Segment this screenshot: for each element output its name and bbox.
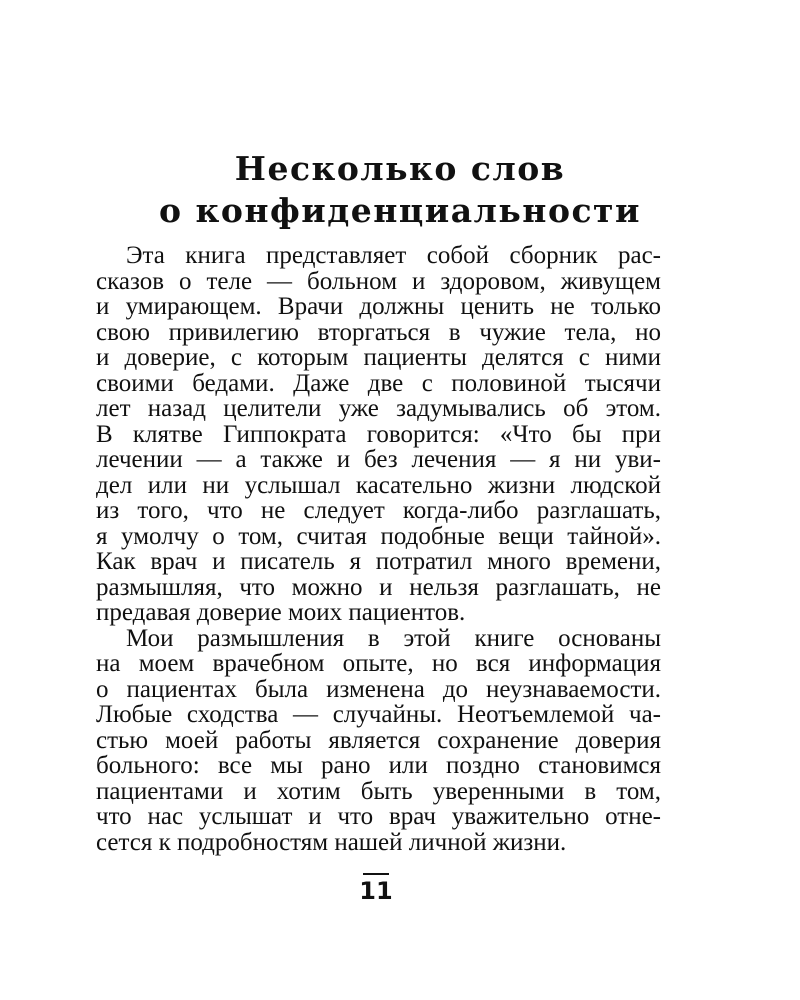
paragraph-1-line: свою привилегию вторгаться в чужие тела, но: [96, 318, 661, 346]
chapter-title-line-1: Несколько слов: [234, 149, 566, 188]
paragraph-1-line: лечении — а также и без лечения — я ни уви-: [96, 446, 661, 473]
page-number: 11: [359, 877, 393, 905]
paragraph-1-line: и доверие, с которым пациенты делятся с ними: [96, 344, 661, 371]
chapter-title: [0, 148, 800, 232]
paragraph-1-line: предавая доверие моих пациентов.: [96, 599, 466, 626]
paragraph-2-line: что нас услышат и что врач уважительно отне-: [96, 803, 661, 830]
paragraph-1-line: лет назад целители уже задумывались об этом.: [96, 395, 661, 422]
paragraph-1-line: размышляя, что можно и нельзя разглашать, не: [96, 573, 661, 601]
paragraph-1-line: я умолчу о том, считая подобные вещи тайной».: [96, 522, 661, 550]
page-number-rule: [363, 873, 389, 875]
paragraph-2-line: Любые сходства — случайны. Неотъемлемой ча-: [96, 701, 661, 728]
paragraph-1-line: из того, что не следует когда-либо разглашать,: [96, 497, 661, 524]
paragraph-1-line: Эта книга представляет собой сборник рас-: [126, 242, 661, 269]
paragraph-2-line: больного: все мы рано или поздно становимся: [96, 752, 661, 779]
paragraph-2-line: на моем врачебном опыте, но вся информация: [96, 650, 661, 677]
paragraph-1-line: Как врач и писатель я потратил много времени,: [96, 548, 661, 575]
paragraph-1-line: своими бедами. Даже две с половиной тысячи: [96, 369, 661, 397]
paragraph-2-line: сется к подробностям нашей личной жизни.: [96, 828, 567, 856]
paragraph-2-line: стью моей работы является сохранение доверия: [96, 726, 661, 754]
paragraph-1-line: сказов о теле — больном и здоровом, живущем: [96, 267, 661, 295]
paragraph-2-line: о пациентах была изменена до неузнаваемости.: [96, 675, 661, 703]
paragraph-2-line: Мои размышления в этой книге основаны: [126, 624, 661, 652]
body-text: [96, 243, 661, 855]
chapter-title-line-2: о конфиденциальности: [159, 191, 641, 230]
paragraph-1-line: и умирающем. Врачи должны ценить не только: [96, 293, 661, 320]
paragraph-2-line: пациентами и хотим быть уверенными в том,: [96, 777, 661, 805]
paragraph-1-line: В клятве Гиппократа говорится: «Что бы при: [96, 420, 661, 448]
paragraph-1-line: дел или ни услышал касательно жизни людской: [96, 471, 661, 499]
